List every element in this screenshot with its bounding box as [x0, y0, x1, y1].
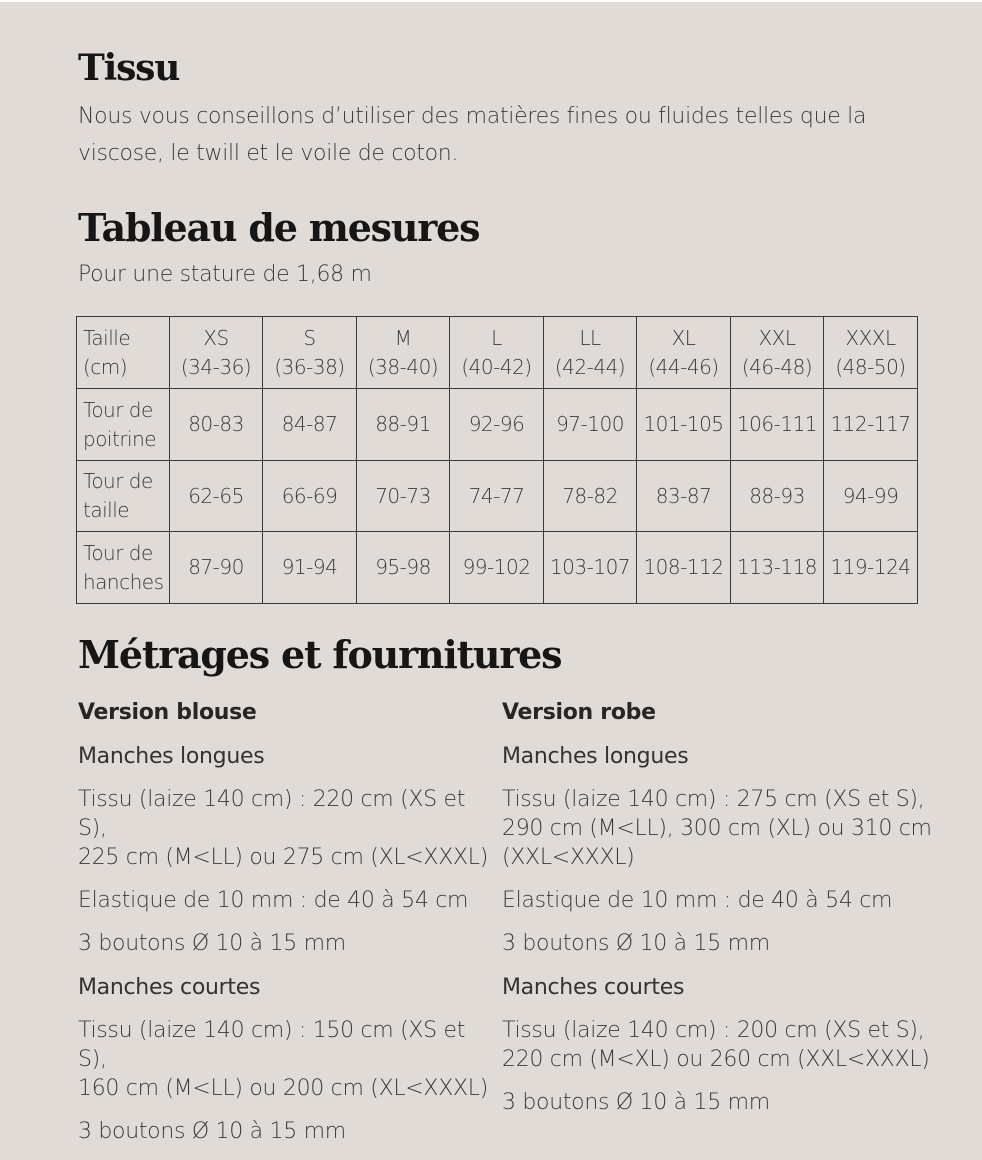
version-robe-title: Version robe — [502, 700, 656, 725]
size-header-cell: L (40-42) — [450, 317, 544, 389]
table-row-taille — [77, 461, 918, 532]
table-cell: 112-117 — [824, 389, 918, 461]
row-label-cell: Tour de taille — [77, 461, 170, 532]
size-chart-table — [76, 316, 918, 604]
table-cell: 91-94 — [263, 532, 357, 604]
blouse-longues-boutons: 3 boutons Ø 10 à 15 mm — [78, 931, 346, 956]
robe-courtes-boutons: 3 boutons Ø 10 à 15 mm — [502, 1090, 770, 1115]
robe-courtes-title: Manches courtes — [502, 975, 685, 1000]
row-label-cell: Tour de hanches — [77, 532, 170, 604]
robe-longues-title: Manches longues — [502, 744, 689, 769]
table-cell: 83-87 — [637, 461, 731, 532]
table-cell: 113-118 — [731, 532, 824, 604]
size-header-cell: XXXL (48-50) — [824, 317, 918, 389]
tissu-description: Nous vous conseillons d’utiliser des matières fines ou fluides telles que la viscose, le twill et le voile de coton. — [78, 104, 867, 166]
table-row-hanches — [77, 532, 918, 604]
robe-longues-tissu: Tissu (laize 140 cm) : 275 cm (XS et S), 290 cm (M<LL), 300 cm (XL) ou 310 cm (XXL<XXXL) — [502, 787, 932, 870]
version-robe-column — [502, 697, 932, 1131]
table-cell: 88-91 — [357, 389, 450, 461]
table-cell: 70-73 — [357, 461, 450, 532]
robe-longues-elastique: Elastique de 10 mm : de 40 à 54 cm — [502, 888, 893, 913]
table-cell: 103-107 — [544, 532, 637, 604]
table-cell: 95-98 — [357, 532, 450, 604]
stature-note: Pour une stature de 1,68 m — [78, 262, 372, 287]
blouse-courtes-title: Manches courtes — [78, 975, 261, 1000]
table-cell: 66-69 — [263, 461, 357, 532]
size-header-cell: LL (42-44) — [544, 317, 637, 389]
table-cell: 78-82 — [544, 461, 637, 532]
table-cell: 74-77 — [450, 461, 544, 532]
table-cell: 62-65 — [170, 461, 263, 532]
table-cell: 99-102 — [450, 532, 544, 604]
table-cell: 84-87 — [263, 389, 357, 461]
blouse-longues-elastique: Elastique de 10 mm : de 40 à 54 cm — [78, 888, 469, 913]
top-border — [0, 0, 982, 2]
robe-courtes-tissu: Tissu (laize 140 cm) : 200 cm (XS et S), 220 cm (M<XL) ou 260 cm (XXL<XXXL) — [502, 1018, 930, 1072]
table-cell: 97-100 — [544, 389, 637, 461]
table-row-poitrine — [77, 389, 918, 461]
blouse-courtes-tissu: Tissu (laize 140 cm) : 150 cm (XS et S), 160 cm (M<LL) ou 200 cm (XL<XXXL) — [78, 1018, 488, 1101]
header-label-cell: Taille (cm) — [77, 317, 170, 389]
table-cell: 94-99 — [824, 461, 918, 532]
size-header-cell: XS (34-36) — [170, 317, 263, 389]
table-header-row — [77, 317, 918, 389]
size-header-cell: XL (44-46) — [637, 317, 731, 389]
table-cell: 108-112 — [637, 532, 731, 604]
table-cell: 87-90 — [170, 532, 263, 604]
size-header-cell: M (38-40) — [357, 317, 450, 389]
table-cell: 80-83 — [170, 389, 263, 461]
size-header-cell: XXL (46-48) — [731, 317, 824, 389]
blouse-courtes-boutons: 3 boutons Ø 10 à 15 mm — [78, 1119, 346, 1144]
metrages-heading: Métrages et fournitures — [78, 632, 562, 677]
blouse-longues-title: Manches longues — [78, 744, 265, 769]
size-header-cell: S (36-38) — [263, 317, 357, 389]
blouse-longues-tissu: Tissu (laize 140 cm) : 220 cm (XS et S), 225 cm (M<LL) ou 275 cm (XL<XXXL) — [78, 787, 488, 870]
table-cell: 92-96 — [450, 389, 544, 461]
row-label-cell: Tour de poitrine — [77, 389, 170, 461]
tissu-heading: Tissu — [78, 47, 180, 89]
tableau-heading: Tableau de mesures — [78, 205, 480, 250]
version-blouse-title: Version blouse — [78, 700, 257, 725]
table-cell: 106-111 — [731, 389, 824, 461]
robe-longues-boutons: 3 boutons Ø 10 à 15 mm — [502, 931, 770, 956]
table-cell: 101-105 — [637, 389, 731, 461]
table-cell: 88-93 — [731, 461, 824, 532]
table-cell: 119-124 — [824, 532, 918, 604]
version-blouse-column — [78, 697, 498, 1160]
